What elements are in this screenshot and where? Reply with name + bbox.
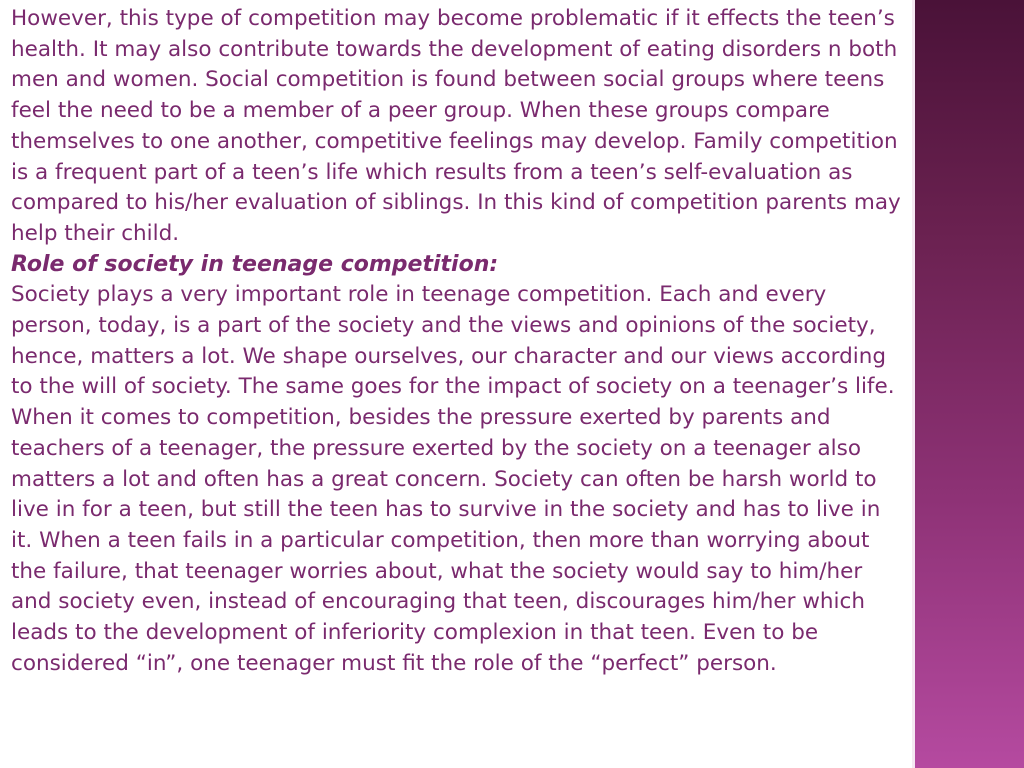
slide-content	[11, 4, 903, 768]
decorative-sidebar	[912, 0, 1024, 768]
section-heading: Role of society in teenage competition:	[11, 251, 499, 277]
body-paragraph-2: Society plays a very important role in teenage competition. Each and every person, today, is a part of the society and the views and opinions of the society, hence, matters a lot. We shape ourselves, our character and our views according to the will of society. The same goes for the impact of society on a teenager’s life. When it comes to competition, besides the pressure exerted by parents and teachers of a teenager, the pressure exerted by the society on a teenager also matters a lot and often has a great concern. Society can often be harsh world to live in for a teen, but still the teen has to survive in the society and has to live in it. When a teen fails in a particular competition, then more than worrying about the failure, that teenager worries about, what the society would say to him/her and society even, instead of encouraging that teen, discourages him/her which leads to the development of inferiority complexion in that teen. Even to be considered “in”, one teenager must fit the role of the “perfect” person.	[11, 282, 895, 676]
body-paragraph-1: However, this type of competition may become problematic if it effects the teen’s health. It may also contribute towards the development of eating disorders n both men and women. Social competition is found between social groups where teens feel the need to be a member of a peer group. When these groups compare themselves to one another, competitive feelings may develop. Family competition is a frequent part of a teen’s life which results from a teen’s self-evaluation as compared to his/her evaluation of siblings. In this kind of competition parents may help their child.	[11, 6, 901, 246]
sidebar-edge-line	[912, 0, 915, 768]
